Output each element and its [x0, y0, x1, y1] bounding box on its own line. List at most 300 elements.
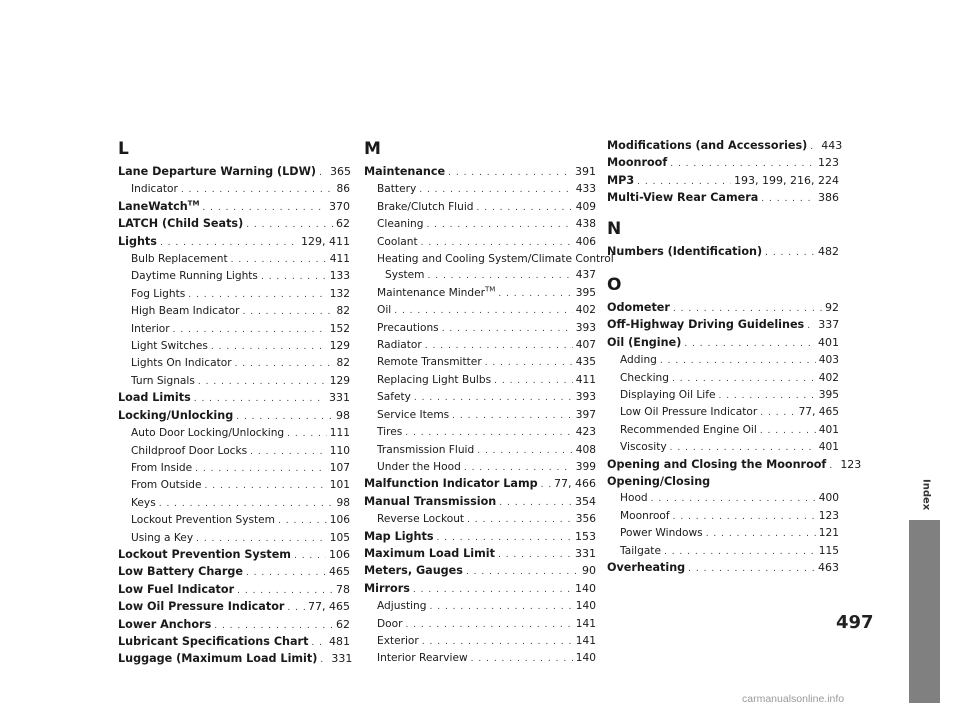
index-subentry[interactable] — [118, 373, 350, 390]
index-entry[interactable] — [118, 199, 350, 216]
index-subentry[interactable] — [364, 389, 596, 406]
index-subentry[interactable] — [118, 443, 350, 460]
entry-term — [118, 599, 284, 615]
entry-term-text: Cleaning — [377, 218, 424, 231]
index-subentry[interactable] — [118, 181, 350, 198]
page-reference[interactable]: 101 — [329, 479, 350, 492]
page-reference[interactable]: 152 — [329, 322, 350, 335]
entry-term — [620, 387, 715, 403]
entry-term — [377, 389, 411, 405]
index-subentry[interactable] — [364, 302, 596, 319]
dot-leader — [413, 582, 572, 598]
entry-term-text: Precautions — [377, 321, 439, 334]
index-subentry[interactable] — [364, 251, 614, 267]
entry-term — [620, 490, 648, 506]
entry-term-text: Hood — [620, 492, 648, 505]
dot-leader — [485, 355, 573, 371]
index-entry[interactable] — [607, 138, 843, 155]
page-reference[interactable]: 129 — [329, 340, 350, 353]
page-reference[interactable]: 408 — [575, 443, 596, 456]
index-subentry[interactable] — [118, 303, 350, 320]
entry-term-text: Manual Transmission — [364, 494, 497, 508]
index-subentry[interactable] — [364, 181, 596, 198]
index-subentry[interactable] — [364, 285, 596, 302]
entry-term — [607, 457, 826, 473]
entry-term — [118, 547, 291, 563]
index-entry[interactable] — [364, 476, 596, 493]
entry-term-text: Childproof Door Locks — [131, 444, 248, 457]
page-reference[interactable]: 331 — [331, 652, 353, 666]
dot-leader — [670, 156, 815, 172]
page-reference[interactable]: 110 — [329, 444, 350, 457]
entry-term — [131, 268, 258, 284]
entry-term — [131, 321, 170, 337]
side-tab-label: Index — [920, 479, 932, 511]
page-reference[interactable]: 411 — [329, 253, 350, 266]
index-entry[interactable] — [118, 651, 353, 668]
index-subentry[interactable] — [118, 251, 350, 268]
dot-leader — [160, 235, 298, 251]
index-entry[interactable] — [607, 560, 839, 577]
entry-term-text: Transmission Fluid — [377, 443, 475, 456]
entry-term — [620, 370, 669, 386]
entry-term-text: LaneWatch — [118, 199, 188, 213]
page-reference[interactable]: 401 — [818, 441, 839, 454]
dot-leader — [807, 318, 815, 334]
dot-leader — [405, 617, 572, 633]
dot-leader — [498, 286, 572, 302]
page-reference[interactable]: 129 — [329, 374, 350, 387]
index-entry[interactable] — [364, 164, 596, 181]
dot-leader — [829, 458, 837, 474]
entry-term — [364, 529, 434, 545]
entry-term — [385, 267, 425, 283]
page-reference[interactable]: 105 — [329, 531, 350, 544]
entry-term — [607, 560, 685, 576]
index-entry[interactable] — [607, 244, 839, 261]
entry-term — [131, 355, 232, 371]
entry-term-text: Map Lights — [364, 529, 434, 543]
entry-term-text: Indicator — [131, 183, 178, 196]
dot-leader — [464, 460, 573, 476]
dot-leader — [235, 356, 334, 372]
dot-leader — [498, 547, 572, 563]
dot-leader — [765, 245, 815, 261]
entry-term — [607, 474, 710, 490]
index-subentry[interactable] — [118, 355, 350, 372]
page-reference[interactable]: 132 — [329, 287, 350, 300]
entry-term — [118, 390, 191, 406]
entry-term — [607, 244, 762, 260]
entry-term-text: Off-Highway Driving Guidelines — [607, 318, 805, 332]
dot-leader — [664, 544, 816, 560]
dot-leader — [452, 408, 573, 424]
dot-leader — [414, 390, 573, 406]
index-entry[interactable] — [118, 216, 350, 233]
entry-term — [131, 495, 156, 511]
index-subentry[interactable] — [118, 286, 350, 303]
entry-term — [364, 476, 538, 492]
entry-term-text: Odometer — [607, 301, 670, 314]
entry-term-text: Maintenance Minder — [377, 286, 485, 299]
page-reference[interactable]: 82 — [336, 357, 350, 370]
entry-term — [377, 320, 439, 336]
index-entry[interactable] — [364, 494, 596, 511]
dot-leader — [426, 217, 572, 233]
index-subentry[interactable] — [607, 370, 839, 387]
page-reference[interactable]: 140 — [575, 652, 596, 665]
page-reference[interactable]: 400 — [818, 492, 839, 505]
dot-leader — [243, 304, 334, 320]
page-reference[interactable]: 356 — [575, 513, 596, 526]
entry-term-text: MP3 — [607, 173, 635, 187]
index-subentry[interactable] — [364, 216, 596, 233]
index-entry[interactable] — [118, 547, 350, 564]
entry-term — [131, 530, 193, 546]
entry-term — [607, 335, 681, 351]
dot-leader — [211, 339, 327, 355]
entry-term — [607, 155, 667, 171]
entry-term-text: Lockout Prevention System — [118, 547, 291, 561]
page-reference[interactable]: 423 — [575, 426, 596, 439]
index-subentry[interactable] — [364, 633, 596, 650]
dot-leader — [421, 235, 573, 251]
entry-term — [377, 598, 427, 614]
dot-leader — [250, 444, 327, 460]
entry-term-text: Lights On Indicator — [131, 357, 232, 370]
entry-term — [620, 352, 657, 368]
entry-term-text: Oil — [377, 304, 392, 317]
index-entry[interactable] — [364, 581, 596, 598]
page-reference[interactable]: 395 — [818, 389, 839, 402]
page-reference[interactable]: 111 — [329, 427, 350, 440]
index-subentry[interactable] — [607, 422, 839, 439]
page-reference[interactable]: 406 — [575, 235, 596, 248]
index-subentry[interactable] — [364, 234, 596, 251]
index-subentry[interactable] — [364, 199, 596, 216]
index-subentry[interactable] — [364, 424, 596, 441]
page-reference[interactable]: 141 — [575, 634, 596, 647]
entry-term — [377, 633, 419, 649]
index-subentry[interactable] — [118, 338, 350, 355]
entry-term-text: Remote Transmitter — [377, 356, 482, 369]
page-reference[interactable]: 98 — [336, 496, 350, 509]
index-entry[interactable] — [118, 617, 350, 634]
page-reference[interactable]: 393 — [575, 321, 596, 334]
index-entry[interactable] — [118, 634, 350, 651]
index-entry[interactable] — [364, 563, 596, 580]
entry-term — [131, 286, 185, 302]
section-letter: M — [364, 139, 381, 159]
page-reference[interactable]: 193, 199, 216, 224 — [734, 173, 839, 187]
index-entry[interactable] — [607, 335, 839, 352]
entry-term — [118, 199, 199, 215]
entry-term-text: Checking — [620, 371, 669, 384]
page-reference[interactable]: 92 — [825, 301, 839, 314]
index-subentry[interactable] — [118, 460, 350, 477]
dot-leader — [422, 634, 573, 650]
dot-leader — [637, 174, 731, 190]
page-reference[interactable]: 403 — [818, 354, 839, 367]
index-subentry[interactable] — [607, 543, 839, 560]
entry-term-text: Moonroof — [607, 156, 668, 170]
entry-term-text: Low Oil Pressure Indicator — [118, 600, 285, 614]
dot-leader — [499, 495, 572, 511]
page-reference[interactable]: 395 — [575, 286, 596, 299]
page-reference[interactable]: 407 — [575, 339, 596, 352]
index-section — [607, 275, 862, 578]
index-subentry[interactable] — [364, 407, 596, 424]
page-reference[interactable]: 391 — [575, 165, 596, 178]
page-reference[interactable]: 140 — [575, 600, 596, 613]
index-entry[interactable] — [607, 317, 839, 334]
page-reference[interactable]: 141 — [575, 617, 596, 630]
index-subentry[interactable] — [607, 404, 839, 421]
page-reference[interactable]: 123 — [840, 457, 862, 471]
page-reference[interactable]: 123 — [818, 156, 839, 170]
dot-leader — [196, 531, 327, 547]
page-reference[interactable]: 386 — [818, 191, 839, 205]
page-reference[interactable]: 437 — [575, 269, 596, 282]
dot-leader — [810, 139, 818, 155]
index-entry[interactable] — [607, 173, 839, 190]
entry-term — [377, 372, 491, 388]
index-subentry[interactable] — [364, 616, 596, 633]
entry-term — [118, 408, 233, 424]
entry-term — [118, 582, 234, 598]
entry-term — [364, 546, 495, 562]
page-reference[interactable]: 409 — [575, 200, 596, 213]
index-entry[interactable] — [364, 529, 596, 546]
index-subentry[interactable] — [607, 352, 839, 369]
page-reference[interactable]: 129, 411 — [301, 234, 350, 248]
entry-term — [131, 181, 178, 197]
page-reference[interactable]: 107 — [329, 461, 350, 474]
index-entry[interactable] — [118, 599, 350, 616]
page-reference[interactable]: 133 — [329, 270, 350, 283]
entry-term — [620, 525, 703, 541]
page-reference[interactable]: 106 — [329, 514, 350, 527]
page-reference[interactable]: 98 — [336, 408, 350, 422]
index-subentry[interactable] — [118, 321, 350, 338]
entry-term — [364, 494, 496, 510]
dot-leader — [425, 338, 573, 354]
dot-leader — [471, 651, 573, 667]
dot-leader — [287, 600, 305, 616]
index-subentry[interactable] — [118, 477, 350, 494]
page-reference[interactable]: 106 — [329, 547, 350, 561]
page-reference[interactable]: 401 — [818, 423, 839, 436]
page-reference[interactable]: 401 — [818, 335, 839, 349]
index-entry[interactable] — [364, 546, 596, 563]
dot-leader — [246, 217, 333, 233]
index-subentry[interactable] — [118, 268, 350, 285]
page-reference[interactable]: 481 — [329, 634, 350, 648]
page-reference[interactable]: 399 — [575, 460, 596, 473]
dot-leader — [706, 526, 816, 542]
page-reference[interactable]: 354 — [575, 494, 596, 508]
index-subentry[interactable] — [364, 372, 596, 389]
entry-term-text: Lubricant Specifications Chart — [118, 634, 309, 648]
page-reference[interactable]: 62 — [336, 617, 350, 631]
page-reference[interactable]: 115 — [818, 544, 839, 557]
index-subentry[interactable] — [364, 267, 596, 284]
index-subentry[interactable] — [118, 495, 350, 512]
page-reference[interactable]: 337 — [818, 318, 840, 332]
index-subentry[interactable] — [364, 320, 596, 337]
dot-leader — [761, 191, 815, 207]
page-reference[interactable]: 62 — [336, 217, 350, 231]
entry-term-text: Under the Hood — [377, 460, 461, 473]
index-subentry[interactable] — [607, 525, 839, 542]
entry-term-text: Maximum Load Limit — [364, 546, 495, 560]
entry-term-text: Low Fuel Indicator — [118, 582, 235, 596]
entry-term — [620, 508, 670, 524]
entry-term-text: Mirrors — [364, 581, 410, 595]
page-reference[interactable]: 482 — [818, 245, 839, 258]
entry-term — [118, 216, 243, 232]
entry-term — [118, 634, 308, 650]
dot-leader — [181, 182, 334, 198]
index-subentry[interactable] — [118, 425, 350, 442]
entry-term-text: Power Windows — [620, 527, 703, 540]
page-reference[interactable]: 78 — [336, 582, 350, 596]
entry-term — [607, 300, 670, 316]
entry-term — [620, 439, 667, 455]
page-reference[interactable]: 82 — [336, 305, 350, 318]
page-reference[interactable]: 77, 465 — [308, 600, 350, 614]
dot-leader — [202, 200, 326, 216]
section-letter: L — [118, 139, 129, 159]
dot-leader — [195, 461, 327, 477]
entry-term-text: Meters, Gauges — [364, 564, 463, 578]
page-reference[interactable]: 331 — [329, 391, 350, 405]
page-reference[interactable]: 370 — [329, 199, 350, 213]
entry-term-text: Exterior — [377, 634, 419, 647]
page-reference[interactable]: 86 — [336, 183, 350, 196]
entry-term-text: Low Oil Pressure Indicator — [620, 406, 758, 419]
page-reference[interactable]: 397 — [575, 408, 596, 421]
dot-leader — [294, 548, 326, 564]
dot-leader — [246, 565, 326, 581]
dot-leader — [278, 513, 327, 529]
page-reference[interactable]: 438 — [575, 218, 596, 231]
entry-term-text: Recommended Engine Oil — [620, 423, 757, 436]
page-reference[interactable]: 77, 466 — [554, 477, 596, 491]
entry-term-text: Interior Rearview — [377, 652, 468, 665]
page-reference[interactable]: 402 — [575, 304, 596, 317]
entry-term — [377, 199, 474, 215]
entry-term-text: Adding — [620, 354, 657, 367]
index-subentry[interactable] — [364, 354, 596, 371]
page-reference[interactable]: 463 — [818, 561, 839, 575]
dot-leader — [760, 405, 795, 421]
page-reference[interactable]: 121 — [818, 527, 839, 540]
page-reference[interactable]: 411 — [575, 373, 596, 386]
page-reference[interactable]: 402 — [818, 371, 839, 384]
entry-term-text: Heating and Cooling System/Climate Control — [377, 253, 614, 266]
entry-term — [620, 543, 661, 559]
index-subentry[interactable] — [364, 511, 596, 528]
index-entry[interactable] — [118, 408, 350, 425]
dot-leader — [673, 509, 816, 525]
index-entry[interactable] — [118, 582, 350, 599]
entry-term-text: Opening/Closing — [607, 475, 711, 489]
index-subentry[interactable] — [607, 387, 839, 404]
page-number: 497 — [836, 612, 874, 633]
index-entry[interactable] — [118, 164, 350, 181]
entry-term-text: Keys — [131, 496, 156, 509]
page-reference[interactable]: 393 — [575, 391, 596, 404]
index-subentry[interactable] — [607, 439, 839, 456]
index-side-tab[interactable] — [909, 520, 940, 703]
entry-term — [131, 425, 284, 441]
index-entry[interactable] — [607, 190, 839, 207]
entry-term-text: Load Limits — [118, 391, 191, 405]
entry-term — [118, 234, 157, 250]
index-entry[interactable] — [118, 390, 350, 407]
entry-term-text: Safety — [377, 391, 411, 404]
page-reference[interactable]: 331 — [575, 546, 596, 560]
index-subentry[interactable] — [364, 337, 596, 354]
index-entry[interactable] — [607, 457, 862, 474]
page-reference[interactable]: 90 — [582, 564, 596, 578]
entry-term — [607, 317, 804, 333]
index-subentry[interactable] — [118, 512, 350, 529]
index-subentry[interactable] — [607, 508, 839, 525]
entry-term — [364, 563, 463, 579]
index-subentry[interactable] — [607, 490, 839, 507]
index-entry[interactable] — [607, 155, 839, 172]
index-entry[interactable] — [118, 234, 350, 251]
index-subentry[interactable] — [364, 598, 596, 615]
entry-term-text: Replacing Light Bulbs — [377, 373, 492, 386]
page-reference[interactable]: 443 — [821, 139, 843, 152]
page-reference[interactable]: 433 — [575, 183, 596, 196]
entry-term — [607, 173, 634, 189]
entry-term-text: Numbers (Identification) — [607, 245, 763, 258]
index-subentry[interactable] — [364, 459, 596, 476]
index-section — [607, 220, 839, 261]
index-subentry[interactable] — [364, 650, 596, 667]
index-entry[interactable] — [607, 300, 839, 317]
dot-leader — [261, 269, 327, 285]
entry-term-text: Battery — [377, 183, 417, 196]
dot-leader — [660, 353, 816, 369]
entry-term — [118, 617, 211, 633]
trademark-superscript: TM — [485, 285, 496, 294]
index-entry[interactable] — [607, 474, 839, 490]
dot-leader — [672, 371, 816, 387]
entry-term — [377, 616, 402, 632]
dot-leader — [541, 477, 551, 493]
index-section — [364, 139, 614, 668]
page-reference[interactable]: 140 — [575, 581, 596, 595]
page-reference[interactable]: 123 — [818, 509, 839, 522]
dot-leader — [194, 391, 326, 407]
index-subentry[interactable] — [118, 530, 350, 547]
page-reference[interactable]: 77, 465 — [798, 406, 839, 419]
page-reference[interactable]: 465 — [329, 565, 350, 579]
entry-term-text: Viscosity — [620, 441, 667, 454]
entry-term-text: Luggage (Maximum Load Limit) — [118, 652, 318, 666]
entry-term-text: Opening and Closing the Moonroof — [607, 457, 827, 471]
page-reference[interactable]: 153 — [575, 529, 596, 543]
page-reference[interactable]: 435 — [575, 356, 596, 369]
page-reference[interactable]: 365 — [330, 165, 352, 178]
index-subentry[interactable] — [364, 442, 596, 459]
index-entry[interactable] — [118, 564, 350, 581]
